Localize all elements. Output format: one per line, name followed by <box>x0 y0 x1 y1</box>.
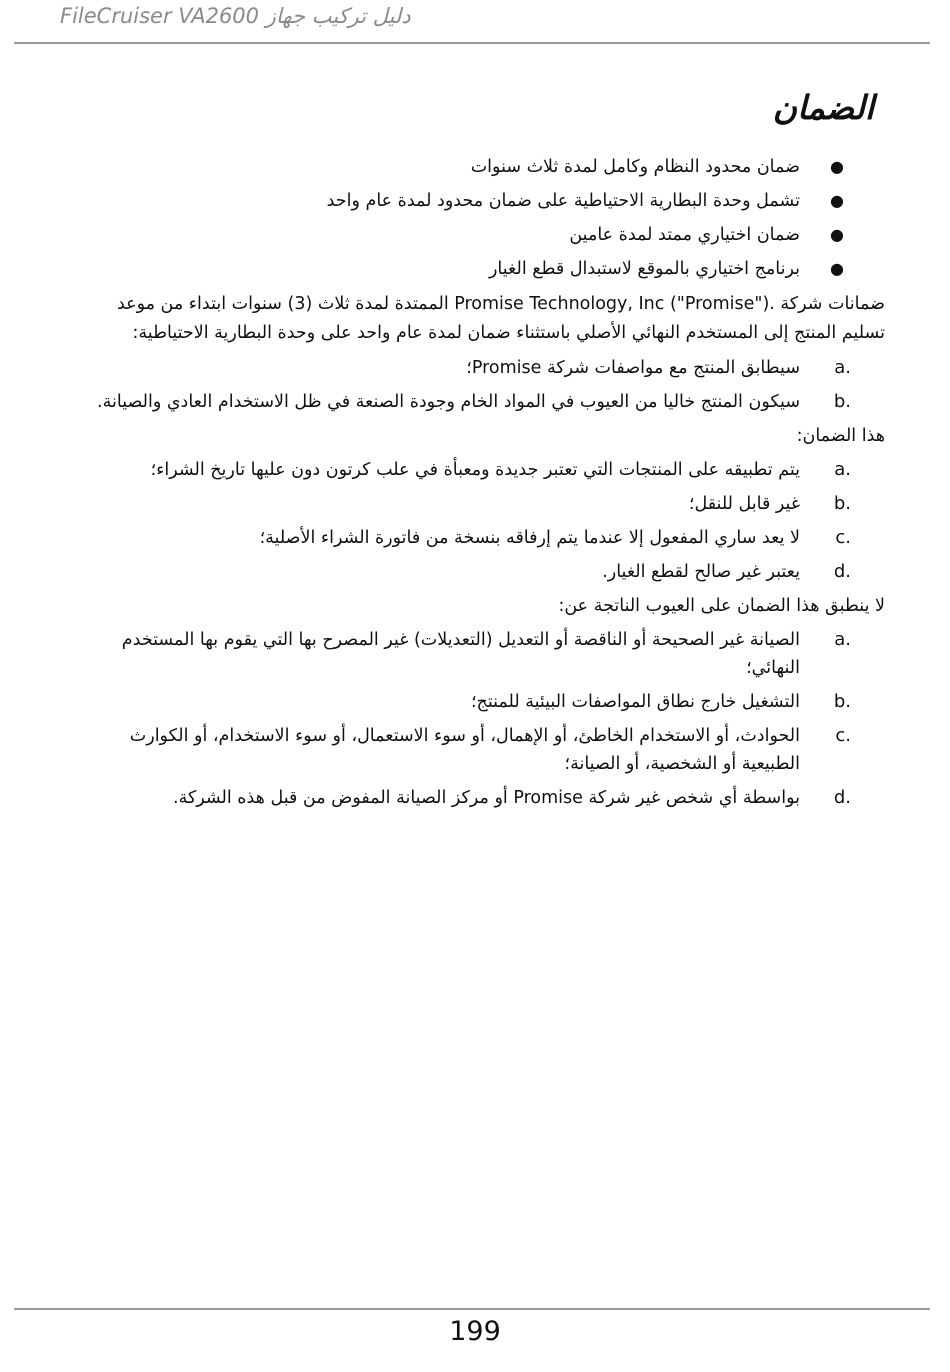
item-text: بواسطة أي شخص غير شركة Promise أو مركز الصيانة المفوض من قبل هذه الشركة. <box>173 788 800 808</box>
intro-paragraph: ضمانات شركة .Promise Technology, Inc ("Promise") الممتدة لمدة ثلاث (3) سنوات ابتداء من موعد تسليم المنتج إلى المستخدم النهائي الأصلي باستثناء ضمان لمدة عام واحد على وحدة البطارية الاحتياطية: <box>116 294 885 343</box>
list-item <box>70 252 885 286</box>
list-item <box>70 784 885 812</box>
item-marker: c. <box>835 725 851 746</box>
list-item <box>70 722 885 778</box>
item-marker: a. <box>834 357 851 378</box>
list-item <box>70 558 885 586</box>
exclusions-list <box>70 626 885 812</box>
item-marker: b. <box>833 493 851 514</box>
list-item <box>70 524 885 552</box>
page-number: 199 <box>449 1316 501 1347</box>
applies-list <box>70 456 885 586</box>
page-title: الضمان <box>772 88 874 127</box>
list-item <box>70 456 885 484</box>
list-item <box>70 688 885 716</box>
bullet-icon: ● <box>830 157 844 176</box>
item-marker: d. <box>833 561 851 582</box>
item-text: سيكون المنتج خاليا من العيوب في المواد الخام وجودة الصنعة في ظل الاستخدام العادي والصيانة. <box>97 392 800 412</box>
item-text: يتم تطبيقه على المنتجات التي تعتبر جديدة ومعبأة في علب كرتون دون عليها تاريخ الشراء؛ <box>150 460 800 480</box>
bullet-text: ضمان اختياري ممتد لمدة عامين <box>569 225 800 245</box>
item-text: يعتبر غير صالح لقطع الغيار. <box>602 562 800 582</box>
item-text: الحوادث، أو الاستخدام الخاطئ، أو الإهمال، أو سوء الاستعمال، أو سوء الاستخدام، أو الكوارث الطبيعية أو الشخصية، أو الصيانة؛ <box>129 726 800 774</box>
bullet-icon: ● <box>830 259 844 278</box>
bullet-text: تشمل وحدة البطارية الاحتياطية على ضمان محدود لمدة عام واحد <box>326 191 800 211</box>
item-marker: a. <box>834 459 851 480</box>
list-item <box>70 388 885 416</box>
bullet-text: برنامج اختياري بالموقع لاستبدال قطع الغيار <box>488 259 800 279</box>
bullet-icon: ● <box>830 225 844 244</box>
list-item <box>70 490 885 518</box>
footer-divider <box>14 1308 930 1310</box>
item-text: غير قابل للنقل؛ <box>688 494 800 514</box>
section-heading-exclusions: لا ينطبق هذا الضمان على العيوب الناتجة عن: <box>558 596 885 616</box>
item-marker: a. <box>834 629 851 650</box>
list-item <box>70 150 885 184</box>
document-body <box>70 150 885 818</box>
list-item <box>70 184 885 218</box>
warranty-terms-list <box>70 354 885 416</box>
item-text: سيطابق المنتج مع مواصفات شركة Promise؛ <box>466 358 800 378</box>
item-text: التشغيل خارج نطاق المواصفات البيئية للمنتج؛ <box>470 692 800 712</box>
section-heading-applies: هذا الضمان: <box>796 426 885 446</box>
header-title: FileCruiser VA2600 دليل تركيب جهاز <box>60 4 411 28</box>
list-item <box>70 218 885 252</box>
item-marker: c. <box>835 527 851 548</box>
bullet-text: ضمان محدود النظام وكامل لمدة ثلاث سنوات <box>470 157 800 177</box>
warranty-summary-list <box>70 150 885 286</box>
item-text: الصيانة غير الصحيحة أو الناقصة أو التعديل (التعديلات) غير المصرح بها التي يقوم بها المستخدم النهائي؛ <box>121 630 800 678</box>
item-text: لا يعد ساري المفعول إلا عندما يتم إرفاقه بنسخة من فاتورة الشراء الأصلية؛ <box>259 528 800 548</box>
bullet-icon: ● <box>830 191 844 210</box>
header-divider <box>14 42 930 44</box>
item-marker: b. <box>833 391 851 412</box>
list-item <box>70 626 885 682</box>
item-marker: d. <box>833 787 851 808</box>
item-marker: b. <box>833 691 851 712</box>
list-item <box>70 354 885 382</box>
